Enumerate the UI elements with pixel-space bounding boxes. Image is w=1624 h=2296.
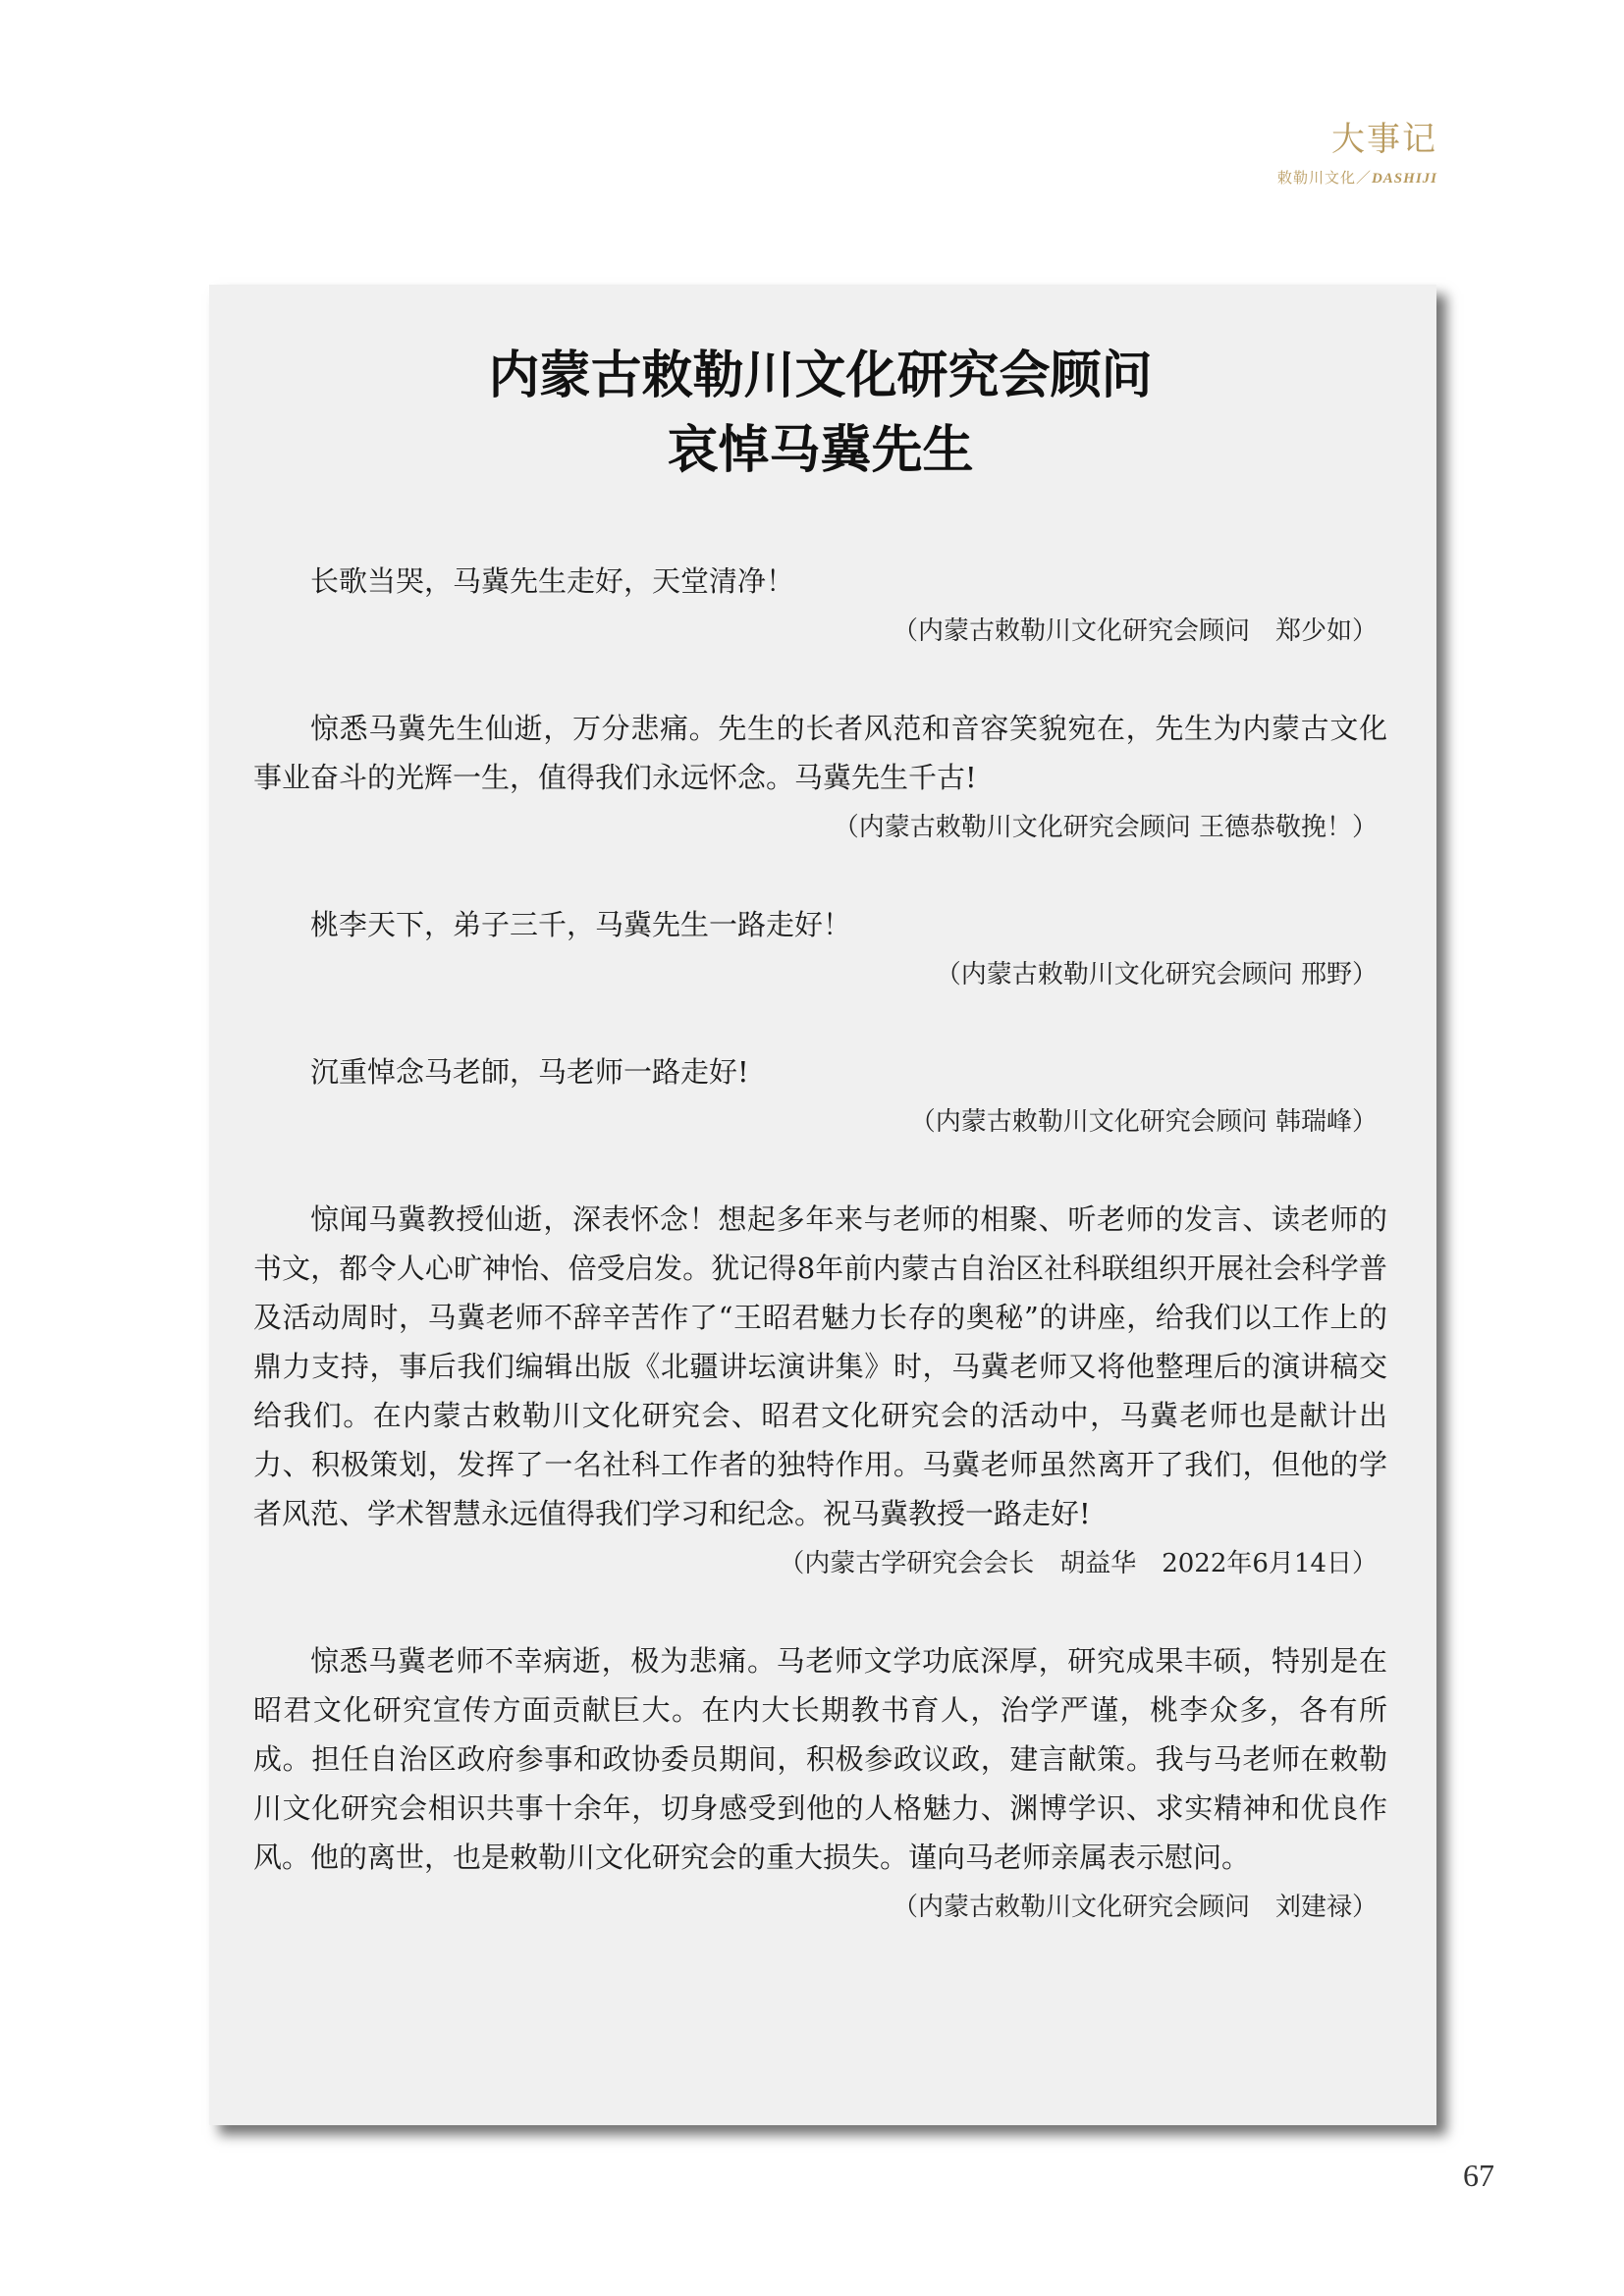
condolence-signature: （内蒙古敕勒川文化研究会顾问 刘建禄） — [892, 1893, 1378, 1922]
article-headline — [253, 339, 1387, 488]
condolence-entry — [253, 1636, 1387, 1929]
condolence-entry — [253, 900, 1387, 996]
condolence-text: 长歌当哭，马冀先生走好，天堂清净！ — [310, 564, 795, 598]
condolence-signature: （内蒙古敕勒川文化研究会顾问 韩瑞峰） — [909, 1107, 1378, 1137]
condolence-entry — [253, 1047, 1387, 1144]
headline-line-1: 内蒙古敕勒川文化研究会顾问 — [488, 347, 1153, 405]
condolence-text: 惊悉马冀先生仙逝，万分悲痛。先生的长者风范和音容笑貌宛在，先生为内蒙古文化事业奋斗的光辉一生，值得我们永远怀念。马冀先生千古! — [253, 712, 1387, 794]
condolence-signature: （内蒙古敕勒川文化研究会顾问 王德恭敬挽！） — [833, 813, 1378, 842]
condolence-text: 沉重悼念马老師，马老师一路走好! — [310, 1055, 749, 1089]
section-latin: DASHIJI — [1371, 171, 1437, 187]
running-head — [1277, 118, 1437, 187]
journal-name: 敕勒川文化／ — [1276, 169, 1372, 187]
section-subtitle — [1277, 167, 1437, 187]
condolence-signature: （内蒙古敕勒川文化研究会顾问 郑少如） — [892, 616, 1378, 646]
condolence-entry — [253, 704, 1387, 849]
condolence-text: 惊闻马冀教授仙逝，深表怀念！想起多年来与老师的相聚、听老师的发言、读老师的书文，都令人心旷神怡、倍受启发。犹记得8年前内蒙古自治区社科联组织开展社会科学普及活动周时，马冀老师不辞辛苦作了“王昭君魅力长存的奥秘”的讲座，给我们以工作上的鼎力支持，事后我们编辑出版《北疆讲坛演讲集》时，马冀老师又将他整理后的演讲稿交给我们。在内蒙古敕勒川文化研究会、昭君文化研究会的活动中，马冀老师也是献计出力、积极策划，发挥了一名社科工作者的独特作用。马冀老师虽然离开了我们，但他的学者风范、学术智慧永远值得我们学习和纪念。祝马冀教授一路走好! — [253, 1202, 1387, 1530]
condolence-text: 惊悉马冀老师不幸病逝，极为悲痛。马老师文学功底深厚，研究成果丰硕，特别是在昭君文化研究宣传方面贡献巨大。在内大长期教书育人，治学严谨，桃李众多，各有所成。担任自治区政府参事和政协委员期间，积极参政议政，建言献策。我与马老师在敕勒川文化研究会相识共事十余年，切身感受到他的人格魅力、渊博学识、求实精神和优良作风。他的离世，也是敕勒川文化研究会的重大损失。谨向马老师亲属表示慰问。 — [253, 1644, 1387, 1874]
condolence-signature: （内蒙古敕勒川文化研究会顾问 邢野） — [935, 960, 1378, 989]
condolence-entry — [253, 1195, 1387, 1585]
page-number: 67 — [1463, 2158, 1494, 2193]
condolence-text: 桃李天下，弟子三千，马冀先生一路走好！ — [310, 908, 852, 941]
section-title: 大事记 — [1331, 120, 1437, 159]
headline-line-2: 哀悼马冀先生 — [667, 421, 974, 480]
condolence-signature: （内蒙古学研究会会长 胡益华 2022年6月14日） — [779, 1549, 1378, 1578]
condolence-panel — [209, 285, 1436, 2125]
condolence-entry — [253, 557, 1387, 653]
